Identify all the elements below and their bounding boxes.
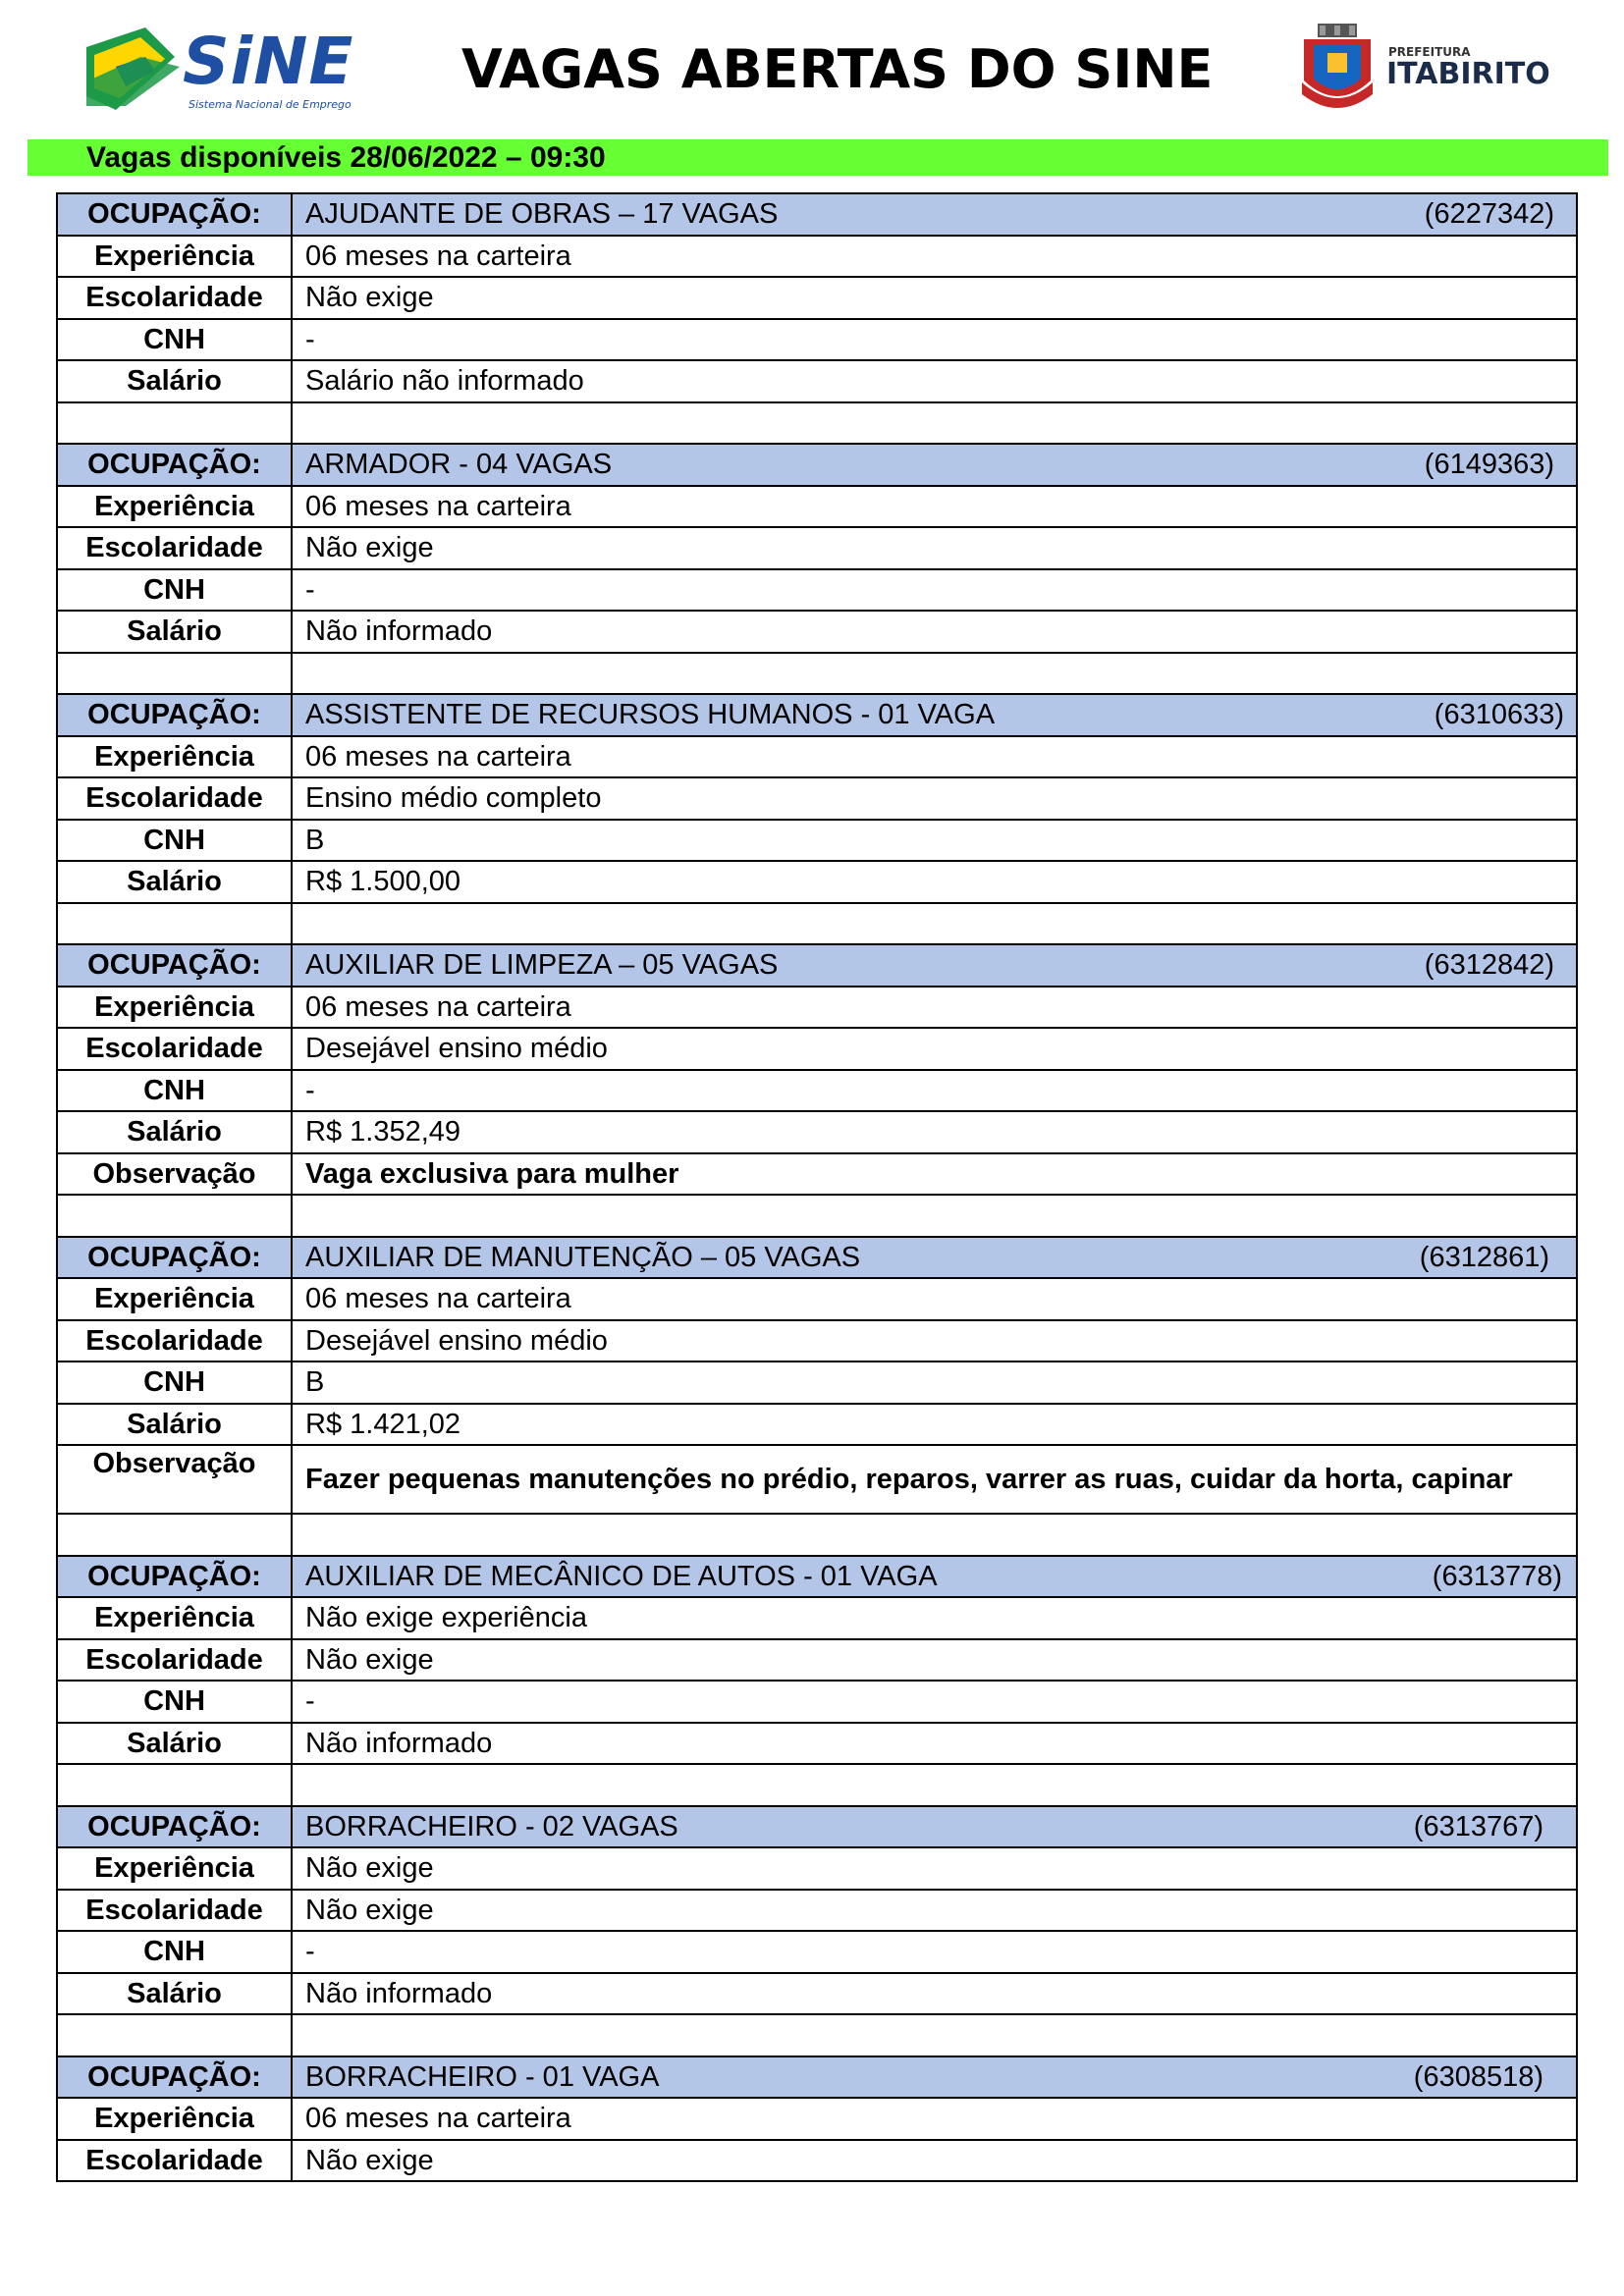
- field-label: CNH: [57, 1931, 292, 1973]
- experiencia-value: Não exige experiência: [292, 1597, 1577, 1639]
- field-label: Escolaridade: [57, 777, 292, 820]
- spacer-row: [57, 402, 1577, 445]
- table-row: [57, 1404, 1577, 1446]
- table-row: [57, 736, 1577, 778]
- field-label: Salário: [57, 360, 292, 402]
- occupation-cell: [292, 944, 1577, 987]
- occupation-title: AUXILIAR DE LIMPEZA – 05 VAGAS: [305, 949, 779, 982]
- page-header: [0, 0, 1624, 133]
- occupation-code: (6308518): [1413, 2060, 1543, 2093]
- table-row: [57, 1973, 1577, 2015]
- table-row: [57, 1445, 1577, 1514]
- salario-value: Não informado: [292, 1723, 1577, 1765]
- brazil-flag-icon: [86, 27, 180, 110]
- table-row: [57, 1681, 1577, 1723]
- field-label: Escolaridade: [57, 527, 292, 569]
- field-label: Salário: [57, 611, 292, 653]
- occupation-code: (6313778): [1432, 1560, 1562, 1592]
- spacer-row: [57, 2014, 1577, 2056]
- occupation-label: OCUPAÇÃO:: [57, 1806, 292, 1848]
- experiencia-value: 06 meses na carteira: [292, 987, 1577, 1029]
- cnh-value: -: [292, 569, 1577, 612]
- spacer-row: [57, 1514, 1577, 1556]
- table-row: [57, 2098, 1577, 2140]
- table-row: [57, 360, 1577, 402]
- field-label: Experiência: [57, 987, 292, 1029]
- occupation-code: (6312861): [1419, 1241, 1549, 1273]
- occupation-title: ARMADOR - 04 VAGAS: [305, 449, 613, 481]
- occupation-row: [57, 1556, 1577, 1598]
- salario-value: Não informado: [292, 611, 1577, 653]
- occupation-row: [57, 694, 1577, 736]
- cnh-value: -: [292, 1681, 1577, 1723]
- field-label: CNH: [57, 569, 292, 612]
- table-row: [57, 611, 1577, 653]
- occupation-code: (6310633): [1434, 699, 1564, 731]
- table-row: [57, 1931, 1577, 1973]
- occupation-title: BORRACHEIRO - 02 VAGAS: [305, 1810, 678, 1842]
- escolaridade-value: Não exige: [292, 1639, 1577, 1682]
- cnh-value: -: [292, 1070, 1577, 1112]
- spacer-row: [57, 1195, 1577, 1237]
- field-label: Experiência: [57, 486, 292, 528]
- occupation-label: OCUPAÇÃO:: [57, 193, 292, 236]
- table-row: [57, 1070, 1577, 1112]
- experiencia-value: 06 meses na carteira: [292, 736, 1577, 778]
- occupation-row: [57, 193, 1577, 236]
- occupation-title: AJUDANTE DE OBRAS – 17 VAGAS: [305, 198, 779, 231]
- jobs-table: [56, 192, 1578, 2182]
- occupation-row: [57, 2056, 1577, 2099]
- table-row: [57, 987, 1577, 1029]
- field-label: Experiência: [57, 1847, 292, 1890]
- escolaridade-value: Não exige: [292, 277, 1577, 319]
- table-row: [57, 569, 1577, 612]
- table-row: [57, 1847, 1577, 1890]
- occupation-code: (6227342): [1424, 198, 1554, 231]
- cnh-value: -: [292, 1931, 1577, 1973]
- field-label: Salário: [57, 1111, 292, 1153]
- occupation-label: OCUPAÇÃO:: [57, 1556, 292, 1598]
- table-row: [57, 319, 1577, 361]
- occupation-row: [57, 444, 1577, 486]
- city-crest-icon: [1298, 24, 1377, 112]
- table-row: [57, 527, 1577, 569]
- field-label: Salário: [57, 1723, 292, 1765]
- occupation-label: OCUPAÇÃO:: [57, 2056, 292, 2099]
- escolaridade-value: Ensino médio completo: [292, 777, 1577, 820]
- spacer-row: [57, 653, 1577, 695]
- field-label: Salário: [57, 861, 292, 903]
- escolaridade-value: Não exige: [292, 527, 1577, 569]
- spacer-row: [57, 903, 1577, 945]
- occupation-cell: [292, 1237, 1577, 1279]
- experiencia-value: Não exige: [292, 1847, 1577, 1890]
- escolaridade-value: Desejável ensino médio: [292, 1320, 1577, 1362]
- field-label: Escolaridade: [57, 1639, 292, 1682]
- occupation-label: OCUPAÇÃO:: [57, 1237, 292, 1279]
- occupation-cell: [292, 444, 1577, 486]
- occupation-row: [57, 1237, 1577, 1279]
- occupation-code: (6312842): [1424, 949, 1554, 982]
- cnh-value: -: [292, 319, 1577, 361]
- table-row: [57, 1597, 1577, 1639]
- field-label: Escolaridade: [57, 1890, 292, 1932]
- field-label: Observação: [57, 1445, 292, 1514]
- occupation-title: BORRACHEIRO - 01 VAGA: [305, 2060, 660, 2093]
- cnh-value: B: [292, 1362, 1577, 1404]
- table-row: [57, 1153, 1577, 1196]
- table-row: [57, 277, 1577, 319]
- date-text: Vagas disponíveis 28/06/2022 – 09:30: [86, 141, 606, 174]
- occupation-cell: [292, 193, 1577, 236]
- field-label: Experiência: [57, 236, 292, 278]
- field-label: Escolaridade: [57, 1320, 292, 1362]
- occupation-cell: [292, 2056, 1577, 2099]
- field-label: Experiência: [57, 1278, 292, 1320]
- salario-value: Não informado: [292, 1973, 1577, 2015]
- field-label: Salário: [57, 1973, 292, 2015]
- page-title: VAGAS ABERTAS DO SINE: [461, 38, 1214, 100]
- occupation-cell: [292, 694, 1577, 736]
- field-label: Escolaridade: [57, 2140, 292, 2182]
- escolaridade-value: Não exige: [292, 2140, 1577, 2182]
- table-row: [57, 1028, 1577, 1070]
- observacao-value: Fazer pequenas manutenções no prédio, reparos, varrer as ruas, cuidar da horta, capinar: [292, 1445, 1577, 1514]
- table-row: [57, 1111, 1577, 1153]
- observacao-value: Vaga exclusiva para mulher: [292, 1153, 1577, 1196]
- occupation-row: [57, 944, 1577, 987]
- experiencia-value: 06 meses na carteira: [292, 236, 1577, 278]
- cnh-value: B: [292, 820, 1577, 862]
- table-row: [57, 1639, 1577, 1682]
- field-label: CNH: [57, 1362, 292, 1404]
- prefeitura-logo: [1298, 24, 1550, 114]
- experiencia-value: 06 meses na carteira: [292, 486, 1577, 528]
- field-label: CNH: [57, 820, 292, 862]
- field-label: CNH: [57, 1681, 292, 1723]
- table-row: [57, 1278, 1577, 1320]
- table-row: [57, 861, 1577, 903]
- prefeitura-label: PREFEITURA: [1388, 45, 1471, 59]
- occupation-code: (6313767): [1413, 1810, 1543, 1842]
- table-row: [57, 1362, 1577, 1404]
- salario-value: R$ 1.421,02: [292, 1404, 1577, 1446]
- spacer-row: [57, 1764, 1577, 1806]
- field-label: Escolaridade: [57, 1028, 292, 1070]
- occupation-row: [57, 1806, 1577, 1848]
- field-label: Escolaridade: [57, 277, 292, 319]
- table-row: [57, 1320, 1577, 1362]
- table-row: [57, 1890, 1577, 1932]
- field-label: Experiência: [57, 2098, 292, 2140]
- table-row: [57, 236, 1577, 278]
- field-label: Experiência: [57, 736, 292, 778]
- occupation-title: AUXILIAR DE MANUTENÇÃO – 05 VAGAS: [305, 1241, 861, 1273]
- salario-value: R$ 1.352,49: [292, 1111, 1577, 1153]
- table-row: [57, 820, 1577, 862]
- occupation-title: ASSISTENTE DE RECURSOS HUMANOS - 01 VAGA: [305, 699, 996, 731]
- experiencia-value: 06 meses na carteira: [292, 2098, 1577, 2140]
- occupation-cell: [292, 1556, 1577, 1598]
- field-label: CNH: [57, 1070, 292, 1112]
- escolaridade-value: Não exige: [292, 1890, 1577, 1932]
- occupation-label: OCUPAÇÃO:: [57, 444, 292, 486]
- occupation-cell: [292, 1806, 1577, 1848]
- table-row: [57, 486, 1577, 528]
- field-label: Observação: [57, 1153, 292, 1196]
- sine-logo-subtitle: Sistema Nacional de Emprego: [189, 98, 352, 111]
- field-label: Salário: [57, 1404, 292, 1446]
- field-label: CNH: [57, 319, 292, 361]
- salario-value: R$ 1.500,00: [292, 861, 1577, 903]
- sine-logo-text: SiNE: [183, 24, 354, 99]
- escolaridade-value: Desejável ensino médio: [292, 1028, 1577, 1070]
- sine-logo: [86, 24, 361, 114]
- city-name: ITABIRITO: [1386, 57, 1550, 91]
- occupation-title: AUXILIAR DE MECÂNICO DE AUTOS - 01 VAGA: [305, 1560, 938, 1592]
- experiencia-value: 06 meses na carteira: [292, 1278, 1577, 1320]
- date-bar: [27, 139, 1608, 176]
- salario-value: Salário não informado: [292, 360, 1577, 402]
- table-row: [57, 2140, 1577, 2182]
- occupation-code: (6149363): [1424, 449, 1554, 481]
- field-label: Experiência: [57, 1597, 292, 1639]
- table-row: [57, 777, 1577, 820]
- occupation-label: OCUPAÇÃO:: [57, 944, 292, 987]
- table-row: [57, 1723, 1577, 1765]
- occupation-label: OCUPAÇÃO:: [57, 694, 292, 736]
